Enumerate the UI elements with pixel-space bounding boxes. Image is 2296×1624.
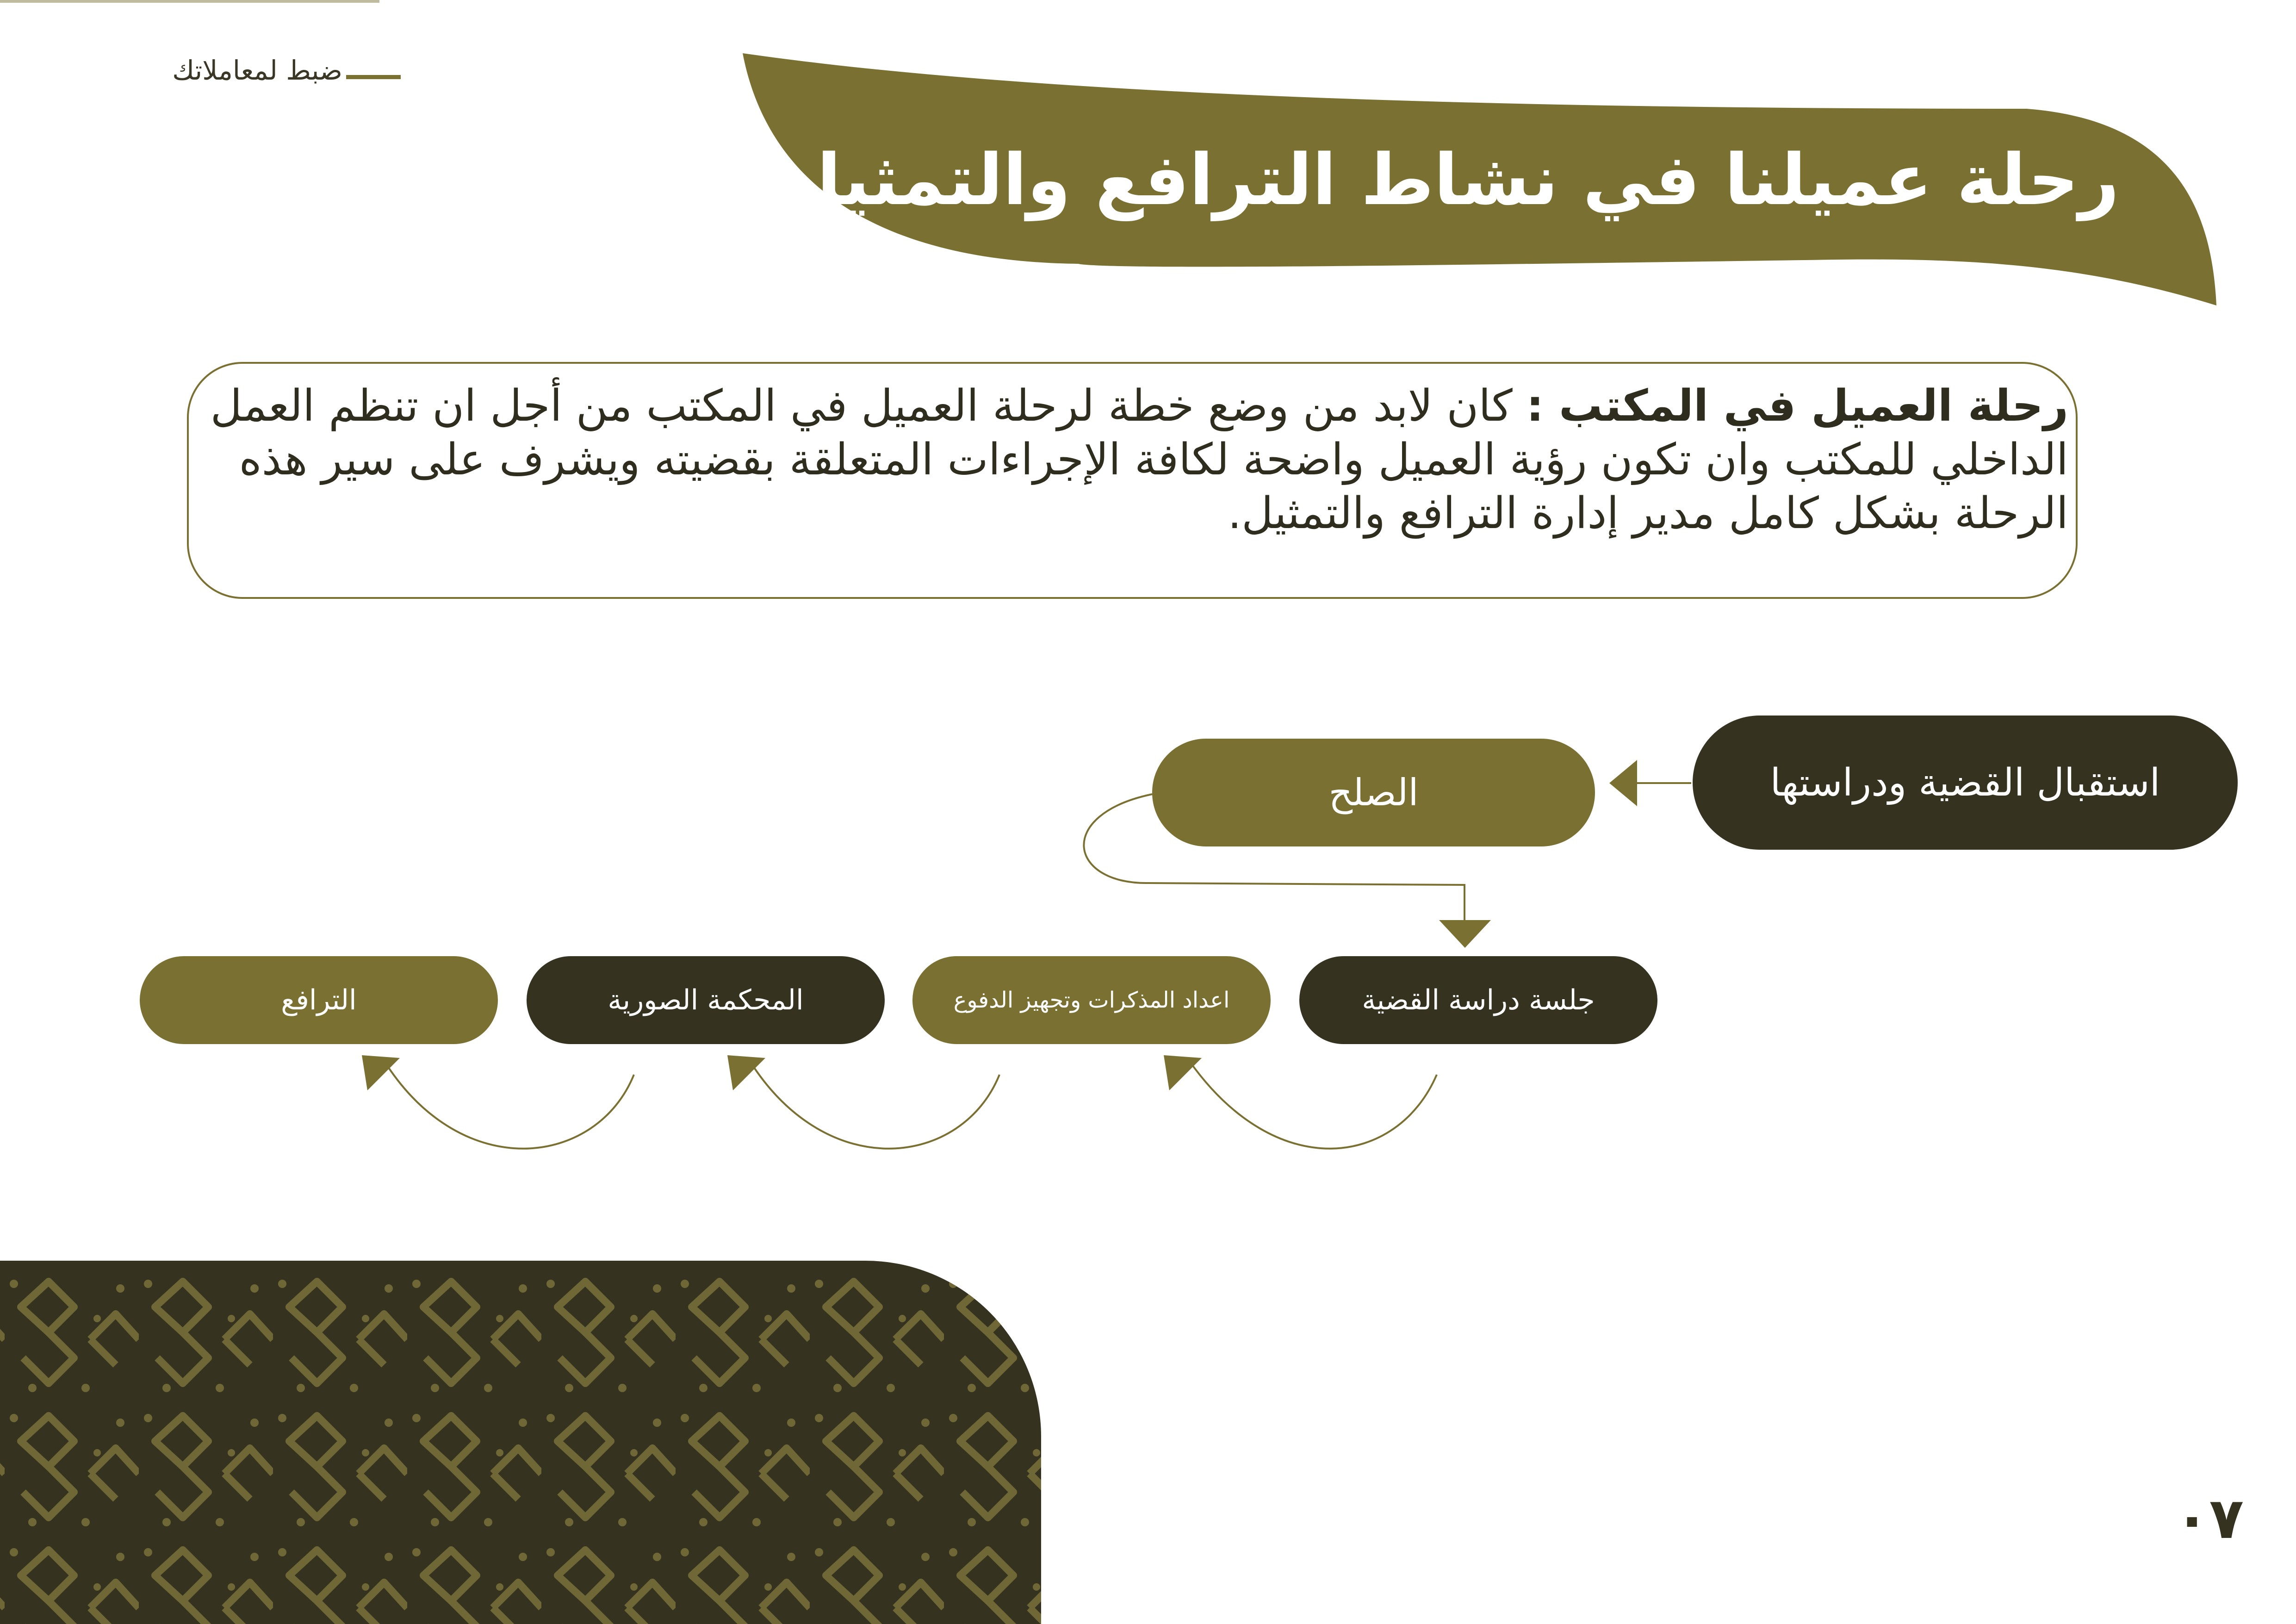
page-number: ٠٧ xyxy=(2175,1486,2244,1551)
arrow-left-icon xyxy=(1609,760,1637,806)
intro-body: كان لابد من وضع خطة لرحلة العميل في المكتب من أجل ان تنظم العمل الداخلي للمكتب وان تكون رؤية العميل واضحة لكافة الإجراءات المتعلقة بقضيته ويشرف على سير هذه الرحلة بشكل كامل مدير إدارة الترافع والتمثيل. xyxy=(210,381,2068,539)
arrow-head xyxy=(1164,1055,1202,1090)
step-study-session-label: جلسة دراسة القضية xyxy=(1362,984,1595,1016)
curved-arrow-icon xyxy=(1189,1061,1437,1149)
pattern-icon xyxy=(0,1261,1041,1624)
curved-arrow-icon xyxy=(384,1061,634,1149)
intro-label: رحلة العميل في المكتب : xyxy=(1526,381,2068,431)
step-reception xyxy=(1693,716,2238,850)
step-memos xyxy=(912,956,1271,1044)
arrow-down-icon xyxy=(1439,920,1491,948)
step-settlement-label: الصلح xyxy=(1328,771,1419,814)
step-litigation-label: الترافع xyxy=(281,984,357,1016)
step-reception-label: استقبال القضية ودراستها xyxy=(1770,760,2160,805)
step-mock-court xyxy=(527,956,885,1044)
step-litigation xyxy=(140,956,498,1044)
arrow-head xyxy=(362,1055,400,1090)
curved-arrow-icon xyxy=(750,1061,999,1149)
step-mock-court-label: المحكمة الصورية xyxy=(608,984,804,1016)
step-memos-label: اعداد المذكرات وتجهيز الدفوع xyxy=(953,987,1230,1013)
step-settlement xyxy=(1152,739,1595,846)
arrow-head xyxy=(727,1055,765,1090)
decorative-pattern-block xyxy=(0,1261,1041,1624)
step-study-session xyxy=(1299,956,1657,1044)
page-title: رحلة عميلنا في نشاط الترافع والتمثيل: xyxy=(752,139,2119,221)
brand-tagline: ضبط لمعاملاتك xyxy=(172,55,342,86)
